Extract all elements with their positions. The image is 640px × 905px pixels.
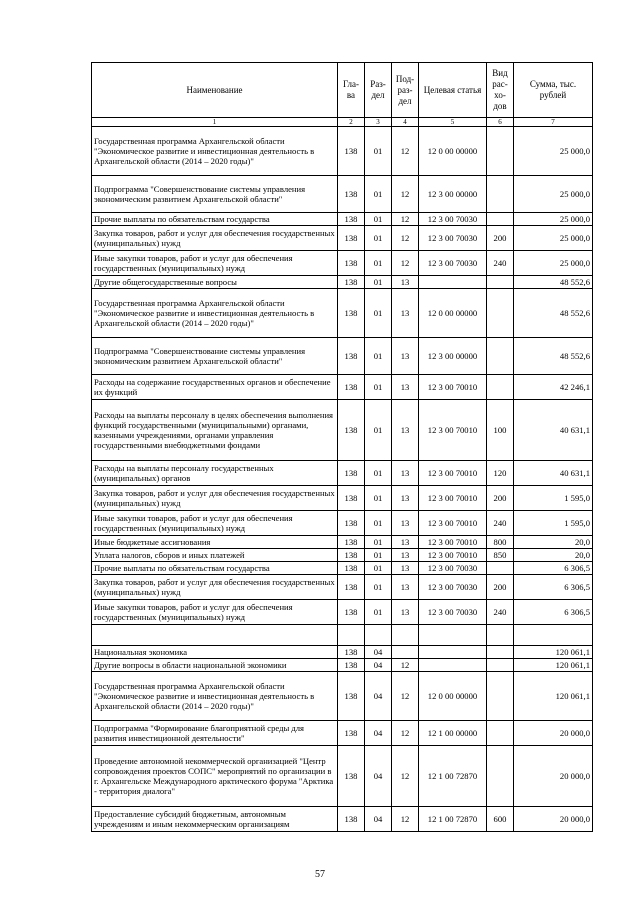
table-cell-amount: 48 552,6 — [514, 276, 593, 289]
table-cell-section: 01 — [365, 213, 392, 226]
table-cell-subsection — [392, 625, 419, 646]
table-cell-exp-type — [487, 625, 514, 646]
table-cell-target: 12 3 00 00000 — [419, 176, 487, 213]
table-cell-section: 04 — [365, 672, 392, 721]
table-cell-exp-type — [487, 746, 514, 807]
table-row — [92, 213, 593, 226]
table-cell-target: 12 3 00 70010 — [419, 375, 487, 400]
table-cell-amount: 25 000,0 — [514, 213, 593, 226]
table-cell-subsection: 13 — [392, 461, 419, 486]
table-cell-chapter: 138 — [338, 511, 365, 536]
table-cell-amount: 20 000,0 — [514, 746, 593, 807]
table-cell-target — [419, 646, 487, 659]
table-row — [92, 511, 593, 536]
table-cell-subsection: 12 — [392, 226, 419, 251]
table-cell-amount: 20 000,0 — [514, 807, 593, 832]
table-cell-chapter: 138 — [338, 486, 365, 511]
column-number: 5 — [419, 118, 487, 127]
table-cell-target — [419, 659, 487, 672]
table-cell-amount: 1 595,0 — [514, 486, 593, 511]
table-cell-target: 12 3 00 70010 — [419, 486, 487, 511]
table-cell-target: 12 3 00 70010 — [419, 536, 487, 549]
table-row — [92, 721, 593, 746]
table-cell-name: Предоставление субсидий бюджетным, автономным учреждениям и иным некоммерческим организациям — [92, 807, 338, 832]
table-cell-chapter: 138 — [338, 127, 365, 176]
table-cell-amount: 20,0 — [514, 549, 593, 562]
table-cell-subsection: 12 — [392, 251, 419, 276]
table-cell-target: 12 3 00 00000 — [419, 338, 487, 375]
table-cell-name: Прочие выплаты по обязательствам государства — [92, 213, 338, 226]
table-cell-exp-type — [487, 562, 514, 575]
table-cell-name: Расходы на содержание государственных органов и обеспечение их функций — [92, 375, 338, 400]
table-cell-chapter: 138 — [338, 575, 365, 600]
table-row — [92, 176, 593, 213]
table-cell-section: 04 — [365, 746, 392, 807]
table-cell-exp-type — [487, 338, 514, 375]
table-cell-section: 01 — [365, 575, 392, 600]
table-cell-amount: 25 000,0 — [514, 226, 593, 251]
table-row — [92, 625, 593, 646]
column-number: 6 — [487, 118, 514, 127]
table-cell-section: 01 — [365, 486, 392, 511]
table-cell-subsection: 12 — [392, 807, 419, 832]
header-name: Наименование — [92, 63, 338, 118]
header-subsection: Под-раз-дел — [392, 63, 419, 118]
table-cell-exp-type: 200 — [487, 575, 514, 600]
table-row — [92, 486, 593, 511]
table-cell-name: Подпрограмма "Формирование благоприятной среды для развития инвестиционной деятельности" — [92, 721, 338, 746]
table-cell-chapter: 138 — [338, 672, 365, 721]
table-row — [92, 338, 593, 375]
table-cell-exp-type — [487, 646, 514, 659]
table-cell-section: 01 — [365, 276, 392, 289]
table-cell-exp-type — [487, 659, 514, 672]
table-cell-target: 12 3 00 70010 — [419, 511, 487, 536]
table-cell-chapter: 138 — [338, 746, 365, 807]
table-cell-exp-type — [487, 721, 514, 746]
table-row — [92, 251, 593, 276]
table-cell-section: 01 — [365, 562, 392, 575]
table-cell-name: Расходы на выплаты персоналу государственных (муниципальных) органов — [92, 461, 338, 486]
table-cell-amount: 1 595,0 — [514, 511, 593, 536]
table-cell-chapter: 138 — [338, 646, 365, 659]
table-cell-target: 12 3 00 70010 — [419, 400, 487, 461]
table-cell-amount: 40 631,1 — [514, 461, 593, 486]
table-cell-name: Иные бюджетные ассигнования — [92, 536, 338, 549]
table-cell-section: 04 — [365, 646, 392, 659]
table-cell-section: 01 — [365, 600, 392, 625]
table-cell-amount: 20,0 — [514, 536, 593, 549]
table-cell-section: 01 — [365, 127, 392, 176]
column-number: 1 — [92, 118, 338, 127]
table-cell-name: Другие вопросы в области национальной экономики — [92, 659, 338, 672]
table-row — [92, 400, 593, 461]
header-section: Раз-дел — [365, 63, 392, 118]
table-cell-target: 12 3 00 70010 — [419, 549, 487, 562]
table-cell-chapter: 138 — [338, 176, 365, 213]
table-cell-subsection: 13 — [392, 511, 419, 536]
table-cell-exp-type: 240 — [487, 511, 514, 536]
table-cell-name: Национальная экономика — [92, 646, 338, 659]
table-cell-subsection: 12 — [392, 659, 419, 672]
table-cell-target — [419, 625, 487, 646]
table-cell-section: 01 — [365, 338, 392, 375]
table-row — [92, 289, 593, 338]
table-cell-section: 01 — [365, 375, 392, 400]
table-cell-subsection: 12 — [392, 213, 419, 226]
table-cell-amount: 6 306,5 — [514, 562, 593, 575]
table-cell-section — [365, 625, 392, 646]
table-row — [92, 536, 593, 549]
table-row — [92, 575, 593, 600]
table-cell-section: 01 — [365, 400, 392, 461]
table-cell-name: Проведение автономной некоммерческой организацией "Центр сопровождения проектов СОПС" мероприятий по организации в г. Архангельске Международного арктического форума "Арктика - территория диалога" — [92, 746, 338, 807]
table-cell-target — [419, 276, 487, 289]
table-cell-name: Государственная программа Архангельской области "Экономическое развитие и инвестиционная деятельность в Архангельской области (2014 – 2020 годы)" — [92, 289, 338, 338]
table-cell-amount: 48 552,6 — [514, 289, 593, 338]
table-cell-name: Государственная программа Архангельской области "Экономическое развитие и инвестиционная деятельность в Архангельской области (2014 – 2020 годы)" — [92, 127, 338, 176]
table-cell-chapter: 138 — [338, 338, 365, 375]
table-cell-chapter: 138 — [338, 400, 365, 461]
table-cell-name: Иные закупки товаров, работ и услуг для обеспечения государственных (муниципальных) нужд — [92, 600, 338, 625]
table-cell-chapter: 138 — [338, 461, 365, 486]
table-cell-chapter: 138 — [338, 251, 365, 276]
table-cell-chapter: 138 — [338, 600, 365, 625]
table-cell-subsection: 13 — [392, 276, 419, 289]
table-cell-subsection: 12 — [392, 672, 419, 721]
table-cell-exp-type: 600 — [487, 807, 514, 832]
table-cell-chapter: 138 — [338, 536, 365, 549]
table-cell-subsection: 13 — [392, 549, 419, 562]
table-cell-chapter: 138 — [338, 289, 365, 338]
table-cell-amount: 48 552,6 — [514, 338, 593, 375]
budget-table — [91, 62, 593, 832]
table-cell-chapter: 138 — [338, 562, 365, 575]
column-number: 4 — [392, 118, 419, 127]
table-cell-subsection: 13 — [392, 562, 419, 575]
table-cell-exp-type: 800 — [487, 536, 514, 549]
table-cell-target: 12 1 00 72870 — [419, 746, 487, 807]
table-cell-subsection: 12 — [392, 127, 419, 176]
table-cell-section: 01 — [365, 289, 392, 338]
table-cell-section: 01 — [365, 461, 392, 486]
table-cell-amount: 120 061,1 — [514, 672, 593, 721]
table-cell-amount: 25 000,0 — [514, 176, 593, 213]
table-cell-exp-type — [487, 176, 514, 213]
table-cell-exp-type — [487, 276, 514, 289]
table-cell-amount: 6 306,5 — [514, 600, 593, 625]
table-cell-exp-type — [487, 213, 514, 226]
table-cell-amount: 20 000,0 — [514, 721, 593, 746]
table-cell-exp-type — [487, 672, 514, 721]
table-cell-exp-type: 200 — [487, 486, 514, 511]
table-header-row — [92, 63, 593, 118]
table-cell-subsection: 13 — [392, 338, 419, 375]
table-cell-exp-type: 100 — [487, 400, 514, 461]
table-cell-subsection: 13 — [392, 400, 419, 461]
header-exp-type: Вид рас-хо-дов — [487, 63, 514, 118]
table-row — [92, 646, 593, 659]
table-cell-amount — [514, 625, 593, 646]
table-cell-exp-type: 850 — [487, 549, 514, 562]
table-cell-exp-type — [487, 127, 514, 176]
table-cell-target: 12 3 00 70030 — [419, 600, 487, 625]
table-cell-target: 12 3 00 70030 — [419, 575, 487, 600]
table-cell-target: 12 3 00 70030 — [419, 213, 487, 226]
table-cell-name: Закупка товаров, работ и услуг для обеспечения государственных (муниципальных) нужд — [92, 226, 338, 251]
table-cell-section: 04 — [365, 659, 392, 672]
table-row — [92, 276, 593, 289]
header-target: Целевая статья — [419, 63, 487, 118]
table-cell-target: 12 3 00 70030 — [419, 251, 487, 276]
table-cell-section: 01 — [365, 511, 392, 536]
table-cell-subsection: 12 — [392, 176, 419, 213]
table-row — [92, 659, 593, 672]
table-cell-amount: 40 631,1 — [514, 400, 593, 461]
table-cell-subsection: 12 — [392, 721, 419, 746]
column-number: 3 — [365, 118, 392, 127]
table-cell-subsection: 12 — [392, 746, 419, 807]
table-cell-name: Уплата налогов, сборов и иных платежей — [92, 549, 338, 562]
table-cell-name: Иные закупки товаров, работ и услуг для обеспечения государственных (муниципальных) нужд — [92, 251, 338, 276]
table-cell-exp-type: 120 — [487, 461, 514, 486]
table-cell-subsection: 13 — [392, 575, 419, 600]
table-cell-subsection: 13 — [392, 289, 419, 338]
header-amount: Сумма, тыс. рублей — [514, 63, 593, 118]
table-cell-name: Государственная программа Архангельской области "Экономическое развитие и инвестиционная деятельность в Архангельской области (2014 – 2020 годы)" — [92, 672, 338, 721]
table-cell-section: 04 — [365, 721, 392, 746]
page-number: 57 — [315, 869, 325, 880]
table-cell-section: 01 — [365, 536, 392, 549]
table-cell-chapter: 138 — [338, 659, 365, 672]
column-number: 7 — [514, 118, 593, 127]
table-cell-amount: 120 061,1 — [514, 659, 593, 672]
table-cell-chapter: 138 — [338, 213, 365, 226]
table-cell-name — [92, 625, 338, 646]
table-cell-subsection: 13 — [392, 600, 419, 625]
table-cell-name: Прочие выплаты по обязательствам государства — [92, 562, 338, 575]
table-cell-subsection: 13 — [392, 375, 419, 400]
table-cell-section: 01 — [365, 251, 392, 276]
table-cell-chapter: 138 — [338, 226, 365, 251]
table-cell-target: 12 3 00 70010 — [419, 461, 487, 486]
column-number: 2 — [338, 118, 365, 127]
table-cell-target: 12 0 00 00000 — [419, 672, 487, 721]
table-row — [92, 127, 593, 176]
table-cell-target: 12 3 00 70030 — [419, 226, 487, 251]
table-cell-name: Закупка товаров, работ и услуг для обеспечения государственных (муниципальных) нужд — [92, 486, 338, 511]
table-cell-section: 01 — [365, 176, 392, 213]
table-cell-name: Подпрограмма "Совершенствование системы управления экономическим развитием Архангельской области" — [92, 338, 338, 375]
table-cell-amount: 25 000,0 — [514, 127, 593, 176]
table-cell-name: Иные закупки товаров, работ и услуг для обеспечения государственных (муниципальных) нужд — [92, 511, 338, 536]
table-cell-amount: 120 061,1 — [514, 646, 593, 659]
table-cell-chapter: 138 — [338, 721, 365, 746]
table-row — [92, 600, 593, 625]
table-cell-exp-type: 240 — [487, 600, 514, 625]
table-cell-exp-type: 240 — [487, 251, 514, 276]
table-cell-chapter: 138 — [338, 549, 365, 562]
table-cell-target: 12 1 00 72870 — [419, 807, 487, 832]
table-row — [92, 375, 593, 400]
table-cell-exp-type — [487, 375, 514, 400]
table-cell-section: 01 — [365, 549, 392, 562]
table-cell-subsection — [392, 646, 419, 659]
table-cell-subsection: 13 — [392, 486, 419, 511]
table-cell-target: 12 3 00 70030 — [419, 562, 487, 575]
table-cell-chapter: 138 — [338, 807, 365, 832]
table-cell-target: 12 0 00 00000 — [419, 289, 487, 338]
table-cell-subsection: 13 — [392, 536, 419, 549]
table-cell-target: 12 1 00 00000 — [419, 721, 487, 746]
table-cell-amount: 42 246,1 — [514, 375, 593, 400]
table-cell-exp-type: 200 — [487, 226, 514, 251]
table-cell-chapter: 138 — [338, 276, 365, 289]
table-cell-name: Другие общегосударственные вопросы — [92, 276, 338, 289]
table-cell-name: Подпрограмма "Совершенствование системы управления экономическим развитием Архангельской области" — [92, 176, 338, 213]
table-cell-name: Закупка товаров, работ и услуг для обеспечения государственных (муниципальных) нужд — [92, 575, 338, 600]
table-row — [92, 226, 593, 251]
table-cell-exp-type — [487, 289, 514, 338]
table-row — [92, 807, 593, 832]
table-cell-section: 01 — [365, 226, 392, 251]
table-cell-amount: 25 000,0 — [514, 251, 593, 276]
table-cell-chapter — [338, 625, 365, 646]
table-body — [92, 127, 593, 832]
table-row — [92, 549, 593, 562]
table-cell-chapter: 138 — [338, 375, 365, 400]
header-chapter: Гла-ва — [338, 63, 365, 118]
column-numbers-row — [92, 118, 593, 127]
table-row — [92, 746, 593, 807]
table-cell-section: 04 — [365, 807, 392, 832]
table-row — [92, 461, 593, 486]
table-cell-name: Расходы на выплаты персоналу в целях обеспечения выполнения функций государственными (муниципальными) органами, казенными учреждениями, органами управления государственными внебюджетными фондами — [92, 400, 338, 461]
table-row — [92, 672, 593, 721]
table-row — [92, 562, 593, 575]
table-cell-target: 12 0 00 00000 — [419, 127, 487, 176]
table-cell-amount: 6 306,5 — [514, 575, 593, 600]
